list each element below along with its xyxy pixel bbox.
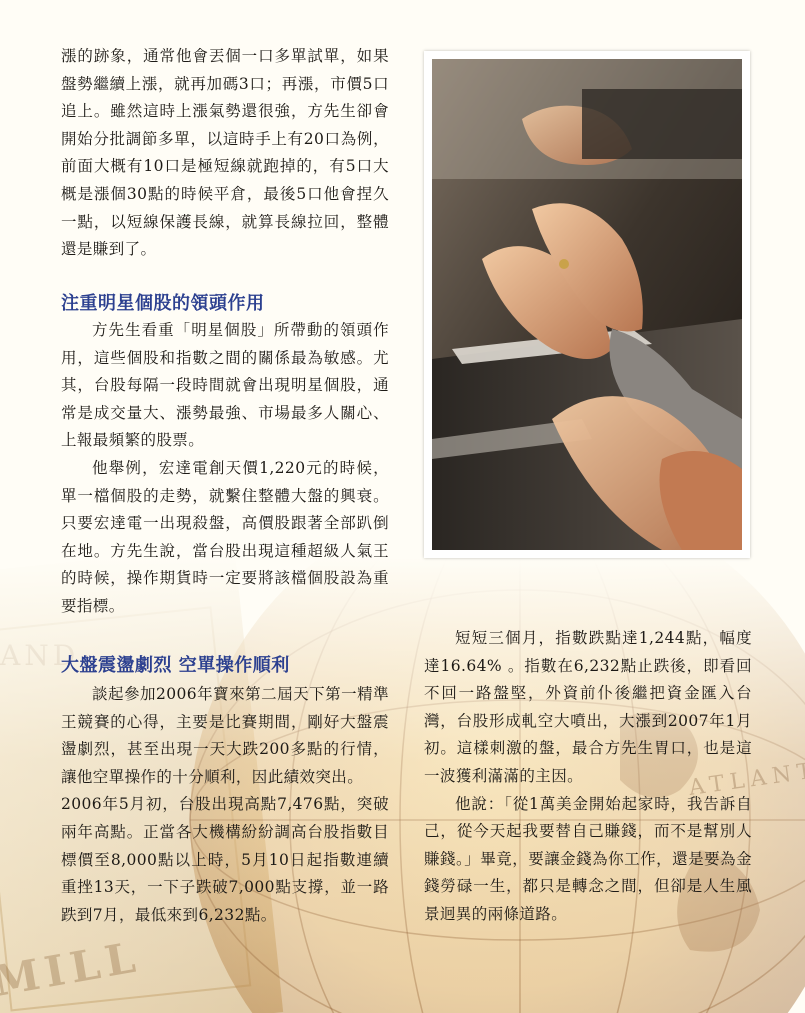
section2-paragraph-1: 談起參加2006年寶來第二屆天下第一精準王競賽的心得，主要是比賽期間，剛好大盤震盪劇烈，甚至出現一天大跌200多點的行情，讓他空單操作的十分順利，因此績效突出。 (61, 685, 389, 786)
section1-body (61, 317, 389, 621)
section2-body (61, 681, 389, 929)
section1-paragraph-1: 方先生看重「明星個股」所帶動的領頭作用，這些個股和指數之間的關係最為敏感。尤其，台股每隔一段時間就會出現明星個股，通常是成交量大、漲勢最強、市場最多人關心、上報最頻繁的股票。 (61, 321, 389, 450)
applause-photo-image (432, 59, 742, 550)
section2-paragraph-2: 2006年5月初，台股出現高點7,476點，突破兩年高點。正當各大機構紛紛調高台股指數目標價至8,000點以上時，5月10日起指數連續重挫13天，一下子跌破7,000點支撐，並一路跌到7月，最低來到6,232點。 (61, 795, 389, 924)
right-paragraph-1: 短短三個月，指數跌點達1,244點，幅度達16.64% 。指數在6,232點止跌後，即看回不回一路盤堅，外資前仆後繼把資金匯入台灣，台股形成軋空大噴出，大漲到2007年1月初。這樣刺激的盤，最合方先生胃口，也是這一波獲利滿滿的主因。 (424, 629, 752, 785)
applause-photo (424, 51, 750, 558)
right-column-body (424, 625, 752, 929)
intro-paragraph: 漲的跡象，通常他會丟個一口多單試單，如果盤勢繼續上漲，就再加碼3口；再漲，市價5口追上。雖然這時上漲氣勢還很強，方先生卻會開始分批調節多單，以這時手上有20口為例，前面大概有10口是極短線就跑掉的，有5口大概是漲個30點的時候平倉，最後5口他會捏久一點，以短線保護長線，就算長線拉回，整體還是賺到了。 (61, 47, 389, 259)
section1-heading: 注重明星個股的領頭作用 (61, 293, 265, 314)
section2-heading: 大盤震盪劇烈 空單操作順利 (61, 655, 290, 676)
section1-paragraph-2: 他舉例，宏達電創天價1,220元的時候，單一檔個股的走勢，就繫住整體大盤的興衰。只要宏達電一出現殺盤，高價股跟著全部趴倒在地。方先生說，當台股出現這種超級人氣王的時候，操作期貨時一定要將該檔個股設為重要指標。 (61, 458, 389, 615)
intro-paragraph-block (61, 43, 389, 264)
right-paragraph-2: 他說：「從1萬美金開始起家時，我告訴自己，從今天起我要替自己賺錢，而不是幫別人賺錢。」畢竟，要讓金錢為你工作，還是要為金錢勞碌一生，都只是轉念之間，但卻是人生風景迥異的兩條道路。 (424, 794, 752, 923)
